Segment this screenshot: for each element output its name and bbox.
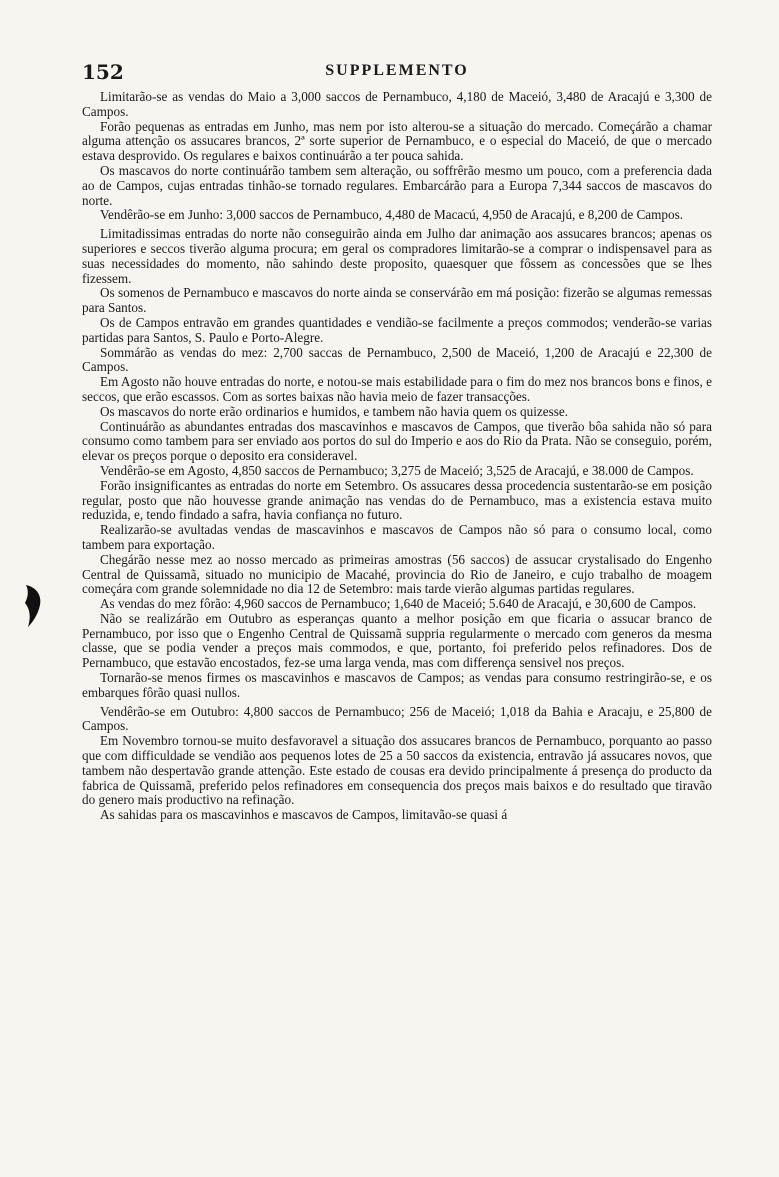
paragraph: Os de Campos entravão em grandes quantidades e vendião-se facilmente a preços commodos; venderão-se varias partidas para Santos, S. Paulo e Porto-Alegre. [82, 314, 712, 345]
body-text [82, 90, 712, 823]
paragraph: Os mascavos do norte erão ordinarios e humidos, e tambem não havia quem os quizesse. [100, 403, 569, 419]
paragraph: Continuárão as abundantes entradas dos mascavinhos e mascavos de Campos, que tiverão bôa sahida não só para consumo como tambem para ser enviado aos portos do sul do Imperio e aos do Rio da Prata. Não se conseguio, porém, elevar os preços porque o deposito era consideravel. [82, 418, 712, 464]
paragraph: As vendas do mez fôrão: 4,960 saccos de Pernambuco; 1,640 de Maceió; 5.640 de Aracajú, e 30,600 de Campos. [100, 596, 697, 612]
paragraph: Vendêrão-se em Outubro: 4,800 saccos de Pernambuco; 256 de Maceió; 1,018 da Bahia e Aracaju, e 25,800 de Campos. [82, 703, 712, 734]
paragraph: Os somenos de Pernambuco e mascavos do norte ainda se conservárão em má posição: fizerão se algumas remessas para Santos. [82, 285, 712, 316]
paragraph: Forão insignificantes as entradas do norte em Setembro. Os assucares dessa procedencia sustentarão-se em posição regular, posto que não houvesse grande animação nas vendas do de Pernambuco, mas a existencia estava muito reduzida, e, tendo findado a safra, havia confiança no futuro. [82, 477, 712, 523]
paragraph: Tornarão-se menos firmes os mascavinhos e mascavos de Campos; as vendas para consumo restringirão-se, e os embarques fôrão quasi nullos. [82, 670, 712, 700]
paragraph: Não se realizárão em Outubro as esperanças quanto a melhor posição em que ficaria o assucar branco de Pernambuco, por isso que o Engenho Central de Quissamã suppria regularmente o mercado com generos da mesma classe, que se podia vender a preços mais commodos, e que, portanto, foi preferido pelos refinadores. Dos de Pernambuco, que estavão encostados, fez-se uma larga venda, mas com differença sensivel nos preços. [82, 610, 712, 671]
paragraph: Os mascavos do norte continuárão tambem sem alteração, ou soffrêrão mesmo um pouco, com a preferencia dada ao de Campos, cujas entradas tinhão-se tornado regulares. Embarcárão para a Europa 7,344 saccos de mascavos do norte. [82, 162, 712, 208]
paragraph: Limitarão-se as vendas do Maio a 3,000 saccos de Pernambuco, 4,180 de Maceió, 3,480 de Aracajú e 3,300 de Campos. [82, 89, 712, 119]
running-title: SUPPLEMENTO [325, 62, 469, 79]
ink-blot [22, 583, 44, 629]
page-header [82, 60, 712, 86]
paragraph: Sommárão as vendas do mez: 2,700 saccas de Pernambuco, 2,500 de Maceió, 1,200 de Aracajú e 22,300 de Campos. [82, 344, 712, 375]
paragraph: Chegárão nesse mez ao nosso mercado as primeiras amostras (56 saccos) de assucar crystalisado do Engenho Central de Quissamã, situado no municipio de Macahé, provincia do Rio de Janeiro, e cujo trabalho de moagem começára com grande solemnidade no dia 12 de Setembro: mais tarde vierão algumas partidas regulares. [82, 551, 712, 597]
page-number: 152 [82, 60, 124, 84]
paragraph: Limitadissimas entradas do norte não conseguirão ainda em Julho dar animação aos assucares brancos; apenas os superiores e seccos tiverão alguma procura; em geral os compradores limitarão-se a comprar o indispensavel para as suas necessidades do momento, não sahindo deste proposito, quaesquer que fôssem as concessões que se lhes fizessem. [82, 226, 712, 286]
paragraph: Realizarão-se avultadas vendas de mascavinhos e mascavos de Campos não só para o consumo local, como tambem para exportação. [82, 522, 712, 552]
paragraph: Vendêrão-se em Junho: 3,000 saccos de Pernambuco, 4,480 de Macacú, 4,950 de Aracajú, e 8,200 de Campos. [100, 207, 684, 223]
paragraph: As sahidas para os mascavinhos e mascavos de Campos, limitavão-se quasi á [100, 807, 508, 823]
paragraph: Vendêrão-se em Agosto, 4,850 saccos de Pernambuco; 3,275 de Maceió; 3,525 de Aracajú, e 38.000 de Campos. [100, 462, 694, 478]
paragraph: Forão pequenas as entradas em Junho, mas nem por isto alterou-se a situação do mercado. Começárão a chamar alguma attenção os assucares brancos, 2ª sorte superior de Pernambuco, e o especial do Maceió, de que o mercado estava desprovido. Os regulares e baixos continuárão a ter pouca sahida. [82, 118, 712, 164]
paragraph: Em Agosto não houve entradas do norte, e notou-se mais estabilidade para o fim do mez nos brancos bons e finos, e seccos, que erão escassos. Com as sortes baixas não havia meio de fazer transacções. [82, 374, 712, 404]
page [82, 60, 712, 823]
paragraph: Em Novembro tornou-se muito desfavoravel a situação dos assucares brancos de Pernambuco, porquanto ao passo que com difficuldade se vendião aos pequenos lotes de 25 a 50 saccos da existencia, entravão já assucares novos, que tambem não despertavão grande attenção. Este estado de cousas era devido principalmente á presença do producto da fabrica de Quissamã, preferido pelos refinadores em consequencia dos preços mais baixos e do resultado que tiravão do genero mais productivo na refinação. [82, 733, 712, 808]
